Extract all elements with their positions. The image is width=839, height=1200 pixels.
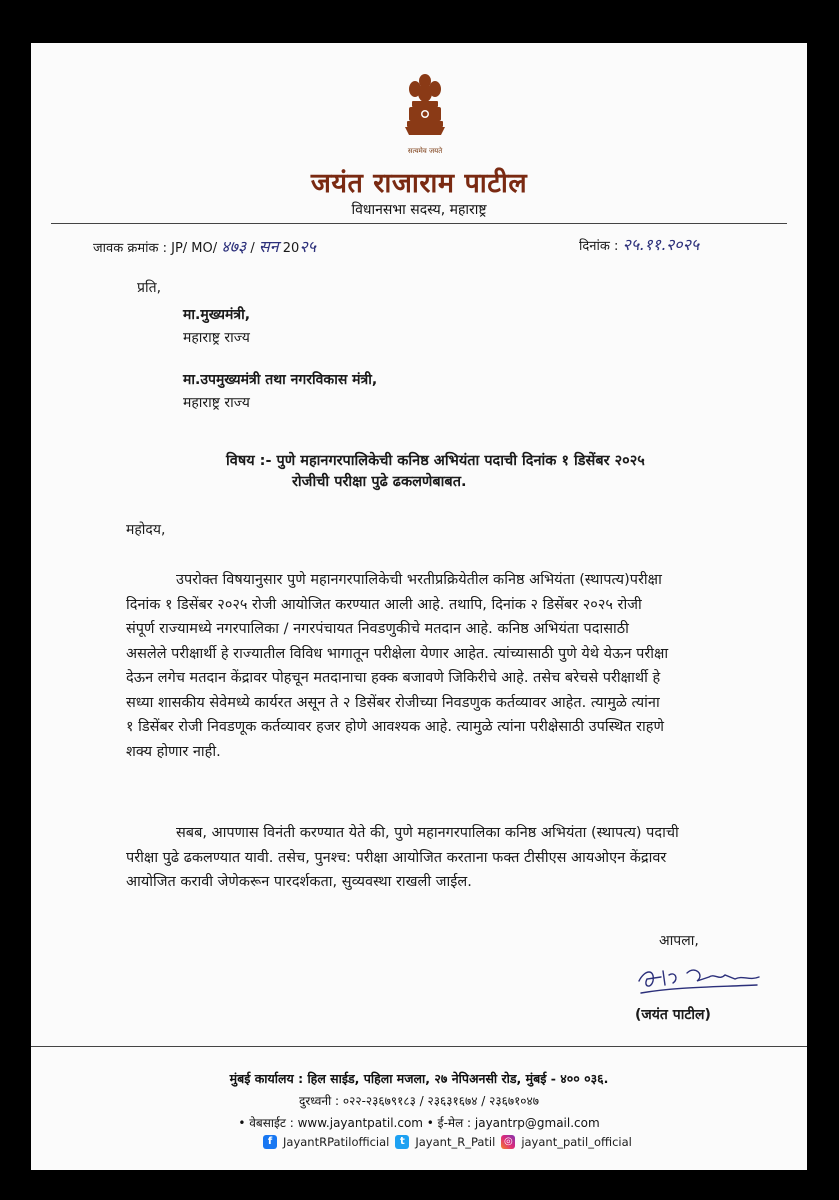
footer-divider [31,1046,807,1047]
emblem-motto: सत्यमेव जयते [407,147,443,155]
recipient-2-name: मा.उपमुख्यमंत्री तथा नगरविकास मंत्री, [183,372,378,388]
paragraph-line: सध्या शासकीय सेवेमध्ये कार्यरत असून ते २ डिसेंबर रोजीच्या निवडणुक कर्तव्यावर आहेत. त्यामुळे त्यांना [126,694,660,711]
recipient-1-state: महाराष्ट्र राज्य [183,330,250,346]
paragraph-line: देऊन लगेच मतदान केंद्रावर पोहचून मतदानाचा हक्क बजावणे जिकिरीचे आहे. तसेच बरेचसे परीक्षार्थी हे [126,670,661,686]
letterhead-designation: विधानसभा सदस्य, महाराष्ट्र [351,202,487,218]
facebook-icon: f [263,1135,277,1149]
reference-year: 20 [282,241,300,256]
subject-line-1: विषय :- पुणे महानगरपालिकेची कनिष्ठ अभियंता पदाची दिनांक १ डिसेंबर २०२५ [226,453,645,469]
letterhead-name: जयंत राजाराम पाटील [310,168,528,199]
twitter-icon: t [395,1135,409,1149]
instagram-handle[interactable]: jayant_patil_official [521,1135,632,1149]
date-value: २५.११.२०२५ [622,235,700,254]
instagram-icon: ◎ [501,1135,515,1149]
body-paragraph-2 [126,821,786,895]
paragraph-line: सबब, आपणास विनंती करण्यात येते की, पुणे महानगरपालिका कनिष्ठ अभियंता (स्थापत्य) पदाची [176,825,679,841]
state-emblem-icon [403,69,447,149]
subject-line [226,451,786,493]
paragraph-line: उपरोक्त विषयानुसार पुणे महानगरपालिकेची भरतीप्रक्रियेतील कनिष्ठ अभियंता (स्थापत्य)परीक्षा [176,572,662,588]
body-paragraph-1 [126,568,786,764]
reference-number [93,235,316,257]
footer-office-address: मुंबई कार्यालय : हिल साईड, पहिला मजला, २७ नेपिअनसी रोड, मुंबई - ४०० ०३६. [229,1071,609,1086]
footer-social-links [263,1135,632,1149]
facebook-handle[interactable]: JayantRPatilofficial [283,1135,390,1149]
header-divider [51,223,787,224]
twitter-handle[interactable]: Jayant_R_Patil [415,1135,496,1149]
recipient-2-state: महाराष्ट्र राज्य [183,395,250,411]
signature-image [635,951,765,1001]
paragraph-line: १ डिसेंबर रोजी निवडणूक कर्तव्यावर हजर होणे आवश्यक आहे. त्यामुळे त्यांना परीक्षेसाठी उपस्थित राहणे [126,719,664,735]
reference-year-hand: २५ [299,237,316,256]
footer-web-email: • वेबसाईट : www.jayantpatil.com • ई-मेल : jayantrp@gmail.com [238,1116,600,1130]
paragraph-line: संपूर्ण राज्यामध्ये नगरपालिका / नगरपंचायत निवडणुकीचे मतदान आहे. कनिष्ठ अभियंता पदासाठी [126,621,629,637]
reference-hand-word: सन [258,237,279,256]
reference-label: जावक क्रमांक : JP/ MO/ [93,241,218,256]
paragraph-line: असलेले परीक्षार्थी हे राज्यातील विविध भागातून परीक्षेला येणार आहेत. त्यांच्यासाठी पुणे येथे येऊन परीक्षा [126,645,669,662]
recipient-prefix: प्रति, [137,280,162,296]
signatory-name: (जयंत पाटील) [635,1007,711,1023]
date-label: दिनांक : [579,239,619,254]
paragraph-line: परीक्षा पुढे ढकलण्यात यावी. तसेच, पुनश्च: परीक्षा आयोजित करताना फक्त टीसीएस आयओएन केंद्रावर [126,849,667,866]
paragraph-line: शक्य होणार नाही. [126,743,221,760]
recipient-1-name: मा.मुख्यमंत्री, [183,307,251,323]
subject-line-2: रोजीची परीक्षा पुढे ढकलणेबाबत. [292,474,467,490]
letter-page [31,43,807,1170]
salutation: महोदय, [126,522,166,538]
paragraph-line: दिनांक १ डिसेंबर २०२५ रोजी आयोजित करण्यात आली आहे. तथापि, दिनांक २ डिसेंबर २०२५ रोजी [126,596,642,613]
letter-date [579,233,699,255]
closing-word: आपला, [659,933,699,949]
footer-phone: दुरध्वनी : ०२२-२३६७९१८३ / २३६३१६७४ / २३६७१०४७ [298,1094,540,1108]
reference-sep: / [250,241,255,256]
reference-number-hand: ४७३ [221,237,247,256]
paragraph-line: आयोजित करावी जेणेकरून पारदर्शकता, सुव्यवस्था राखली जाईल. [126,874,472,890]
